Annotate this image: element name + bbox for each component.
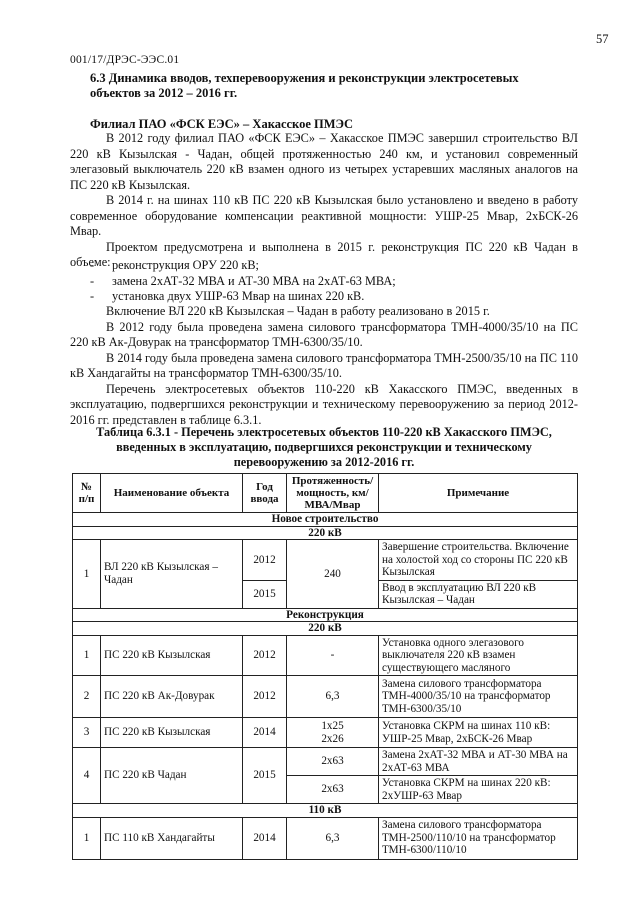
cell-year: 2015 xyxy=(243,580,287,608)
section-row xyxy=(73,513,578,527)
paragraph: Проектом предусмотрена и выполнена в 2015 г. реконструкция ПС 220 кВ Чадан в объеме: xyxy=(70,239,578,269)
page-number: 57 xyxy=(596,32,609,46)
cell-year: 2012 xyxy=(243,540,287,581)
cell-year: 2014 xyxy=(243,817,287,859)
table-row xyxy=(73,635,578,676)
cell-year: 2014 xyxy=(243,718,287,748)
cell-capacity: 2х63 xyxy=(287,748,379,776)
section-label: Реконструкция xyxy=(73,608,578,622)
table-row xyxy=(73,540,578,581)
header-num: № п/п xyxy=(73,474,101,513)
voltage-row xyxy=(73,804,578,818)
cell-name: ПС 220 кВ Чадан xyxy=(101,748,243,804)
table-row xyxy=(73,676,578,718)
cell-note: Замена силового трансформатора ТМН-4000/35/10 на трансформатор ТМН-6300/35/10 xyxy=(379,676,578,718)
paragraph: В 2012 году была проведена замена силового трансформатора ТМН-4000/35/10 на ПС 220 кВ Ак-Довурак на трансформатор ТМН-6300/35/10. xyxy=(70,319,578,349)
voltage-label: 220 кВ xyxy=(73,622,578,636)
paragraph: В 2014 году была проведена замена силового трансформатора ТМН-2500/35/10 на ПС 110 кВ Хандагайты на трансформатор ТМН-6300/35/10. xyxy=(70,350,578,380)
section-row xyxy=(73,608,578,622)
scope-list xyxy=(90,258,396,305)
table-row xyxy=(73,718,578,748)
cell-capacity: 6,3 xyxy=(287,676,379,718)
paragraph: В 2014 г. на шинах 110 кВ ПС 220 кВ Кызылская было установлено и введено в работу современное оборудование компенсации реактивной мощности: УШР-25 Мвар, 2хБСК-26 Мвар. xyxy=(70,193,578,238)
list-item: - реконструкция ОРУ 220 кВ; xyxy=(90,258,396,274)
cell-note: Установка одного элегазового выключателя 220 кВ взамен существующего масляного xyxy=(379,635,578,676)
voltage-row xyxy=(73,622,578,636)
header-name: Наименование объекта xyxy=(101,474,243,513)
cell-note: Замена силового трансформатора ТМН-2500/110/10 на трансформатор ТМН-6300/110/10 xyxy=(379,817,578,859)
section-label: Новое строительство xyxy=(73,513,578,527)
header-year: Год ввода xyxy=(243,474,287,513)
paragraph-block-1 xyxy=(70,131,578,271)
document-code: 001/17/ДРЭС-ЭЭС.01 xyxy=(70,54,180,66)
header-note: Примечание xyxy=(379,474,578,513)
cell-capacity: - xyxy=(287,635,379,676)
cell-name: ПС 220 кВ Кызылская xyxy=(101,635,243,676)
voltage-label: 220 кВ xyxy=(73,526,578,540)
cell-name: ПС 110 кВ Хандагайты xyxy=(101,817,243,859)
cell-num: 2 xyxy=(73,676,101,718)
header-capacity: Протяженность/ мощность, км/МВА/Мвар xyxy=(287,474,379,513)
voltage-row xyxy=(73,526,578,540)
list-item: - установка двух УШР-63 Мвар на шинах 220 кВ. xyxy=(90,289,396,305)
cell-capacity: 6,3 xyxy=(287,817,379,859)
list-item: - замена 2хАТ-32 МВА и АТ-30 МВА на 2хАТ-63 МВА; xyxy=(90,274,396,290)
cell-note: Замена 2хАТ-32 МВА и АТ-30 МВА на 2хАТ-63 МВА xyxy=(379,748,578,776)
paragraph-block-2 xyxy=(70,304,578,428)
cell-capacity: 2х63 xyxy=(287,776,379,804)
table-row xyxy=(73,748,578,776)
objects-table xyxy=(72,473,578,860)
table-header-row xyxy=(73,474,578,513)
cell-name: ВЛ 220 кВ Кызылская – Чадан xyxy=(101,540,243,609)
cell-note: Ввод в эксплуатацию ВЛ 220 кВ Кызылская – Чадан xyxy=(379,580,578,608)
cell-capacity: 240 xyxy=(287,540,379,609)
cell-name: ПС 220 кВ Кызылская xyxy=(101,718,243,748)
cell-note: Завершение строительства. Включение на холостой ход со стороны ПС 220 кВ Кызылская xyxy=(379,540,578,581)
cell-note: Установка СКРМ на шинах 220 кВ: 2хУШР-63 Мвар xyxy=(379,776,578,804)
cell-capacity xyxy=(287,718,379,748)
capacity-line: 1х25 xyxy=(321,720,344,732)
cell-year: 2015 xyxy=(243,748,287,804)
cell-num: 1 xyxy=(73,635,101,676)
cell-note: Установка СКРМ на шинах 110 кВ: УШР-25 Мвар, 2хБСК-26 Мвар xyxy=(379,718,578,748)
cell-year: 2012 xyxy=(243,676,287,718)
section-title: 6.3 Динамика вводов, техперевооружения и реконструкции электросетевых объектов за 2012 – 2016 гг. xyxy=(90,71,519,100)
table-title: Таблица 6.3.1 - Перечень электросетевых объектов 110-220 кВ Хакасского ПМЭС, введенных в эксплуатацию, подвергшихся реконструкции и техническому перевооружению за 2012-2016 гг. xyxy=(96,425,552,469)
paragraph: Включение ВЛ 220 кВ Кызылская – Чадан в работу реализовано в 2015 г. xyxy=(106,304,490,318)
capacity-line: 2х26 xyxy=(321,732,344,745)
cell-num: 1 xyxy=(73,817,101,859)
paragraph: В 2012 году филиал ПАО «ФСК ЕЭС» – Хакасское ПМЭС завершил строительство ВЛ 220 кВ Кызылская - Чадан, общей протяженностью 240 км, и установил современный элегазовый выключатель 220 кВ взамен одного из четырех устаревших масляных аналогов на ПС 220 кВ Кызылская. xyxy=(70,131,578,192)
cell-num: 4 xyxy=(73,748,101,804)
paragraph: Перечень электросетевых объектов 110-220 кВ Хакасского ПМЭС, введенных в эксплуатацию, подвергшихся реконструкции и техническому перевооружению за период 2012-2016 гг. представлен в таблице 6.3.1. xyxy=(70,381,578,427)
branch-heading: Филиал ПАО «ФСК ЕЭС» – Хакасское ПМЭС xyxy=(90,117,354,131)
cell-num: 3 xyxy=(73,718,101,748)
cell-name: ПС 220 кВ Ак-Довурак xyxy=(101,676,243,718)
cell-num: 1 xyxy=(73,540,101,609)
cell-year: 2012 xyxy=(243,635,287,676)
voltage-label: 110 кВ xyxy=(73,804,578,818)
table-row xyxy=(73,817,578,859)
